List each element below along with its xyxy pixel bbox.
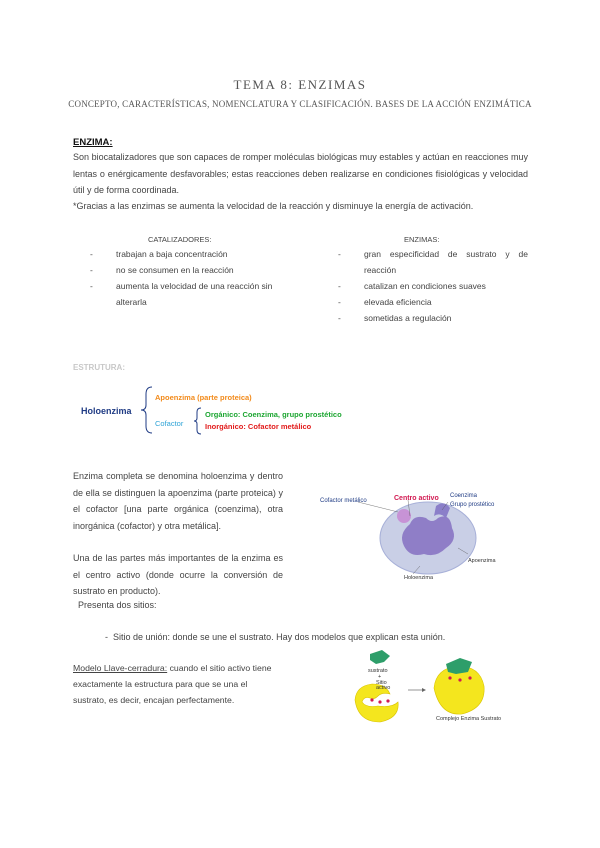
brace-cofactor: [193, 407, 203, 435]
brace-holoenzima: [140, 386, 154, 434]
lock-key-figure: [350, 648, 520, 726]
list-item: - trabajan a baja concentración: [90, 246, 290, 262]
modelo-llave-cerradura: [73, 660, 283, 708]
fig1-cofactor-metalico: Cofactor metálico: [320, 498, 367, 504]
enzima-definition: Son biocatalizadores que son capaces de romper moléculas biológicas muy estables y actúan en reacciones muy lentas o enérgicamente desfavorables; estas reacciones deben realizarse en condiciones fisiológicas y velocidad útil y de forma coordinada.: [73, 152, 528, 195]
section-heading-estructura: ESTRUTURA:: [73, 363, 125, 372]
fig1-coenzima: Coenzima: [450, 493, 478, 499]
enzimas-list: [338, 246, 528, 326]
fig2-sitio: Sitio: [376, 680, 387, 686]
organico-label: Orgánico: Coenzima, grupo prostético: [205, 410, 342, 419]
page-title: TEMA 8: ENZIMAS: [233, 77, 367, 92]
fig1-grupo-prostetico: Grupo prostético: [450, 502, 495, 508]
sitio-union-text: Sitio de unión: donde se une el sustrato. Hay dos modelos que explican esta unión.: [113, 632, 446, 642]
fig2-complejo: Complejo Enzima Sustrato: [436, 716, 502, 722]
fig2-activo: activo: [376, 685, 391, 691]
holoenzima-label: Holoenzima: [81, 406, 132, 416]
fig1-centro-activo: Centro activo: [394, 495, 439, 502]
list-item: - elevada eficiencia: [338, 294, 528, 310]
holoenzima-paragraph: Enzima completa se denomina holoenzima y dentro de ella se distinguen la apoenzima (parte proteica) y el cofactor [una parte orgánica (coenzima), otra inorgánica (cofactor) y otra metálica].: [73, 471, 283, 531]
fig1-apoenzima: Apoenzima: [468, 558, 496, 564]
dash-bullet: -: [105, 632, 113, 642]
fig2-plus: +: [378, 674, 382, 680]
list-item: - catalizan en condiciones suaves: [338, 278, 528, 294]
list-item: - no se consumen en la reacción: [90, 262, 290, 278]
list-item: - aumenta la velocidad de una reacción sin alterarla: [90, 278, 290, 310]
fig2-sustrato: sustrato: [368, 668, 388, 674]
modelo-text: cuando el sitio activo tiene exactamente la estructura para que se una el sustrato, es decir, encajan perfectamente.: [73, 663, 272, 705]
section-heading-enzima: ENZIMA:: [73, 137, 113, 148]
modelo-label: Modelo Llave-cerradura:: [73, 663, 168, 673]
inorganico-label: Inorgánico: Cofactor metálico: [205, 422, 312, 431]
enzima-note: *Gracias a las enzimas se aumenta la velocidad de la reacción y disminuye la energía de activación.: [73, 201, 474, 211]
enzimas-title: ENZIMAS:: [404, 235, 440, 244]
fig1-holoenzima: Holoenzima: [404, 575, 434, 581]
list-item: - gran especificidad de sustrato y de reacción: [338, 246, 528, 278]
enzyme-structure-figure: [318, 488, 538, 588]
sitio-union-item: [105, 632, 445, 642]
list-item: - sometidas a regulación: [338, 310, 528, 326]
page-subtitle: CONCEPTO, CARACTERÍSTICAS, NOMENCLATURA Y CLASIFICACIÓN. BASES DE LA ACCIÓN ENZIMÁTICA: [68, 99, 532, 109]
catalizadores-title: CATALIZADORES:: [148, 235, 212, 244]
catalizadores-list: [90, 246, 290, 310]
apoenzima-label: Apoenzima (parte proteica): [155, 393, 252, 402]
centro-activo-paragraph: Una de las partes más importantes de la enzima es el centro activo (donde ocurre la conversión de sustrato en producto).: [73, 553, 283, 596]
cofactor-label: Cofactor: [155, 419, 184, 428]
sitios-text: Presenta dos sitios:: [78, 600, 157, 610]
